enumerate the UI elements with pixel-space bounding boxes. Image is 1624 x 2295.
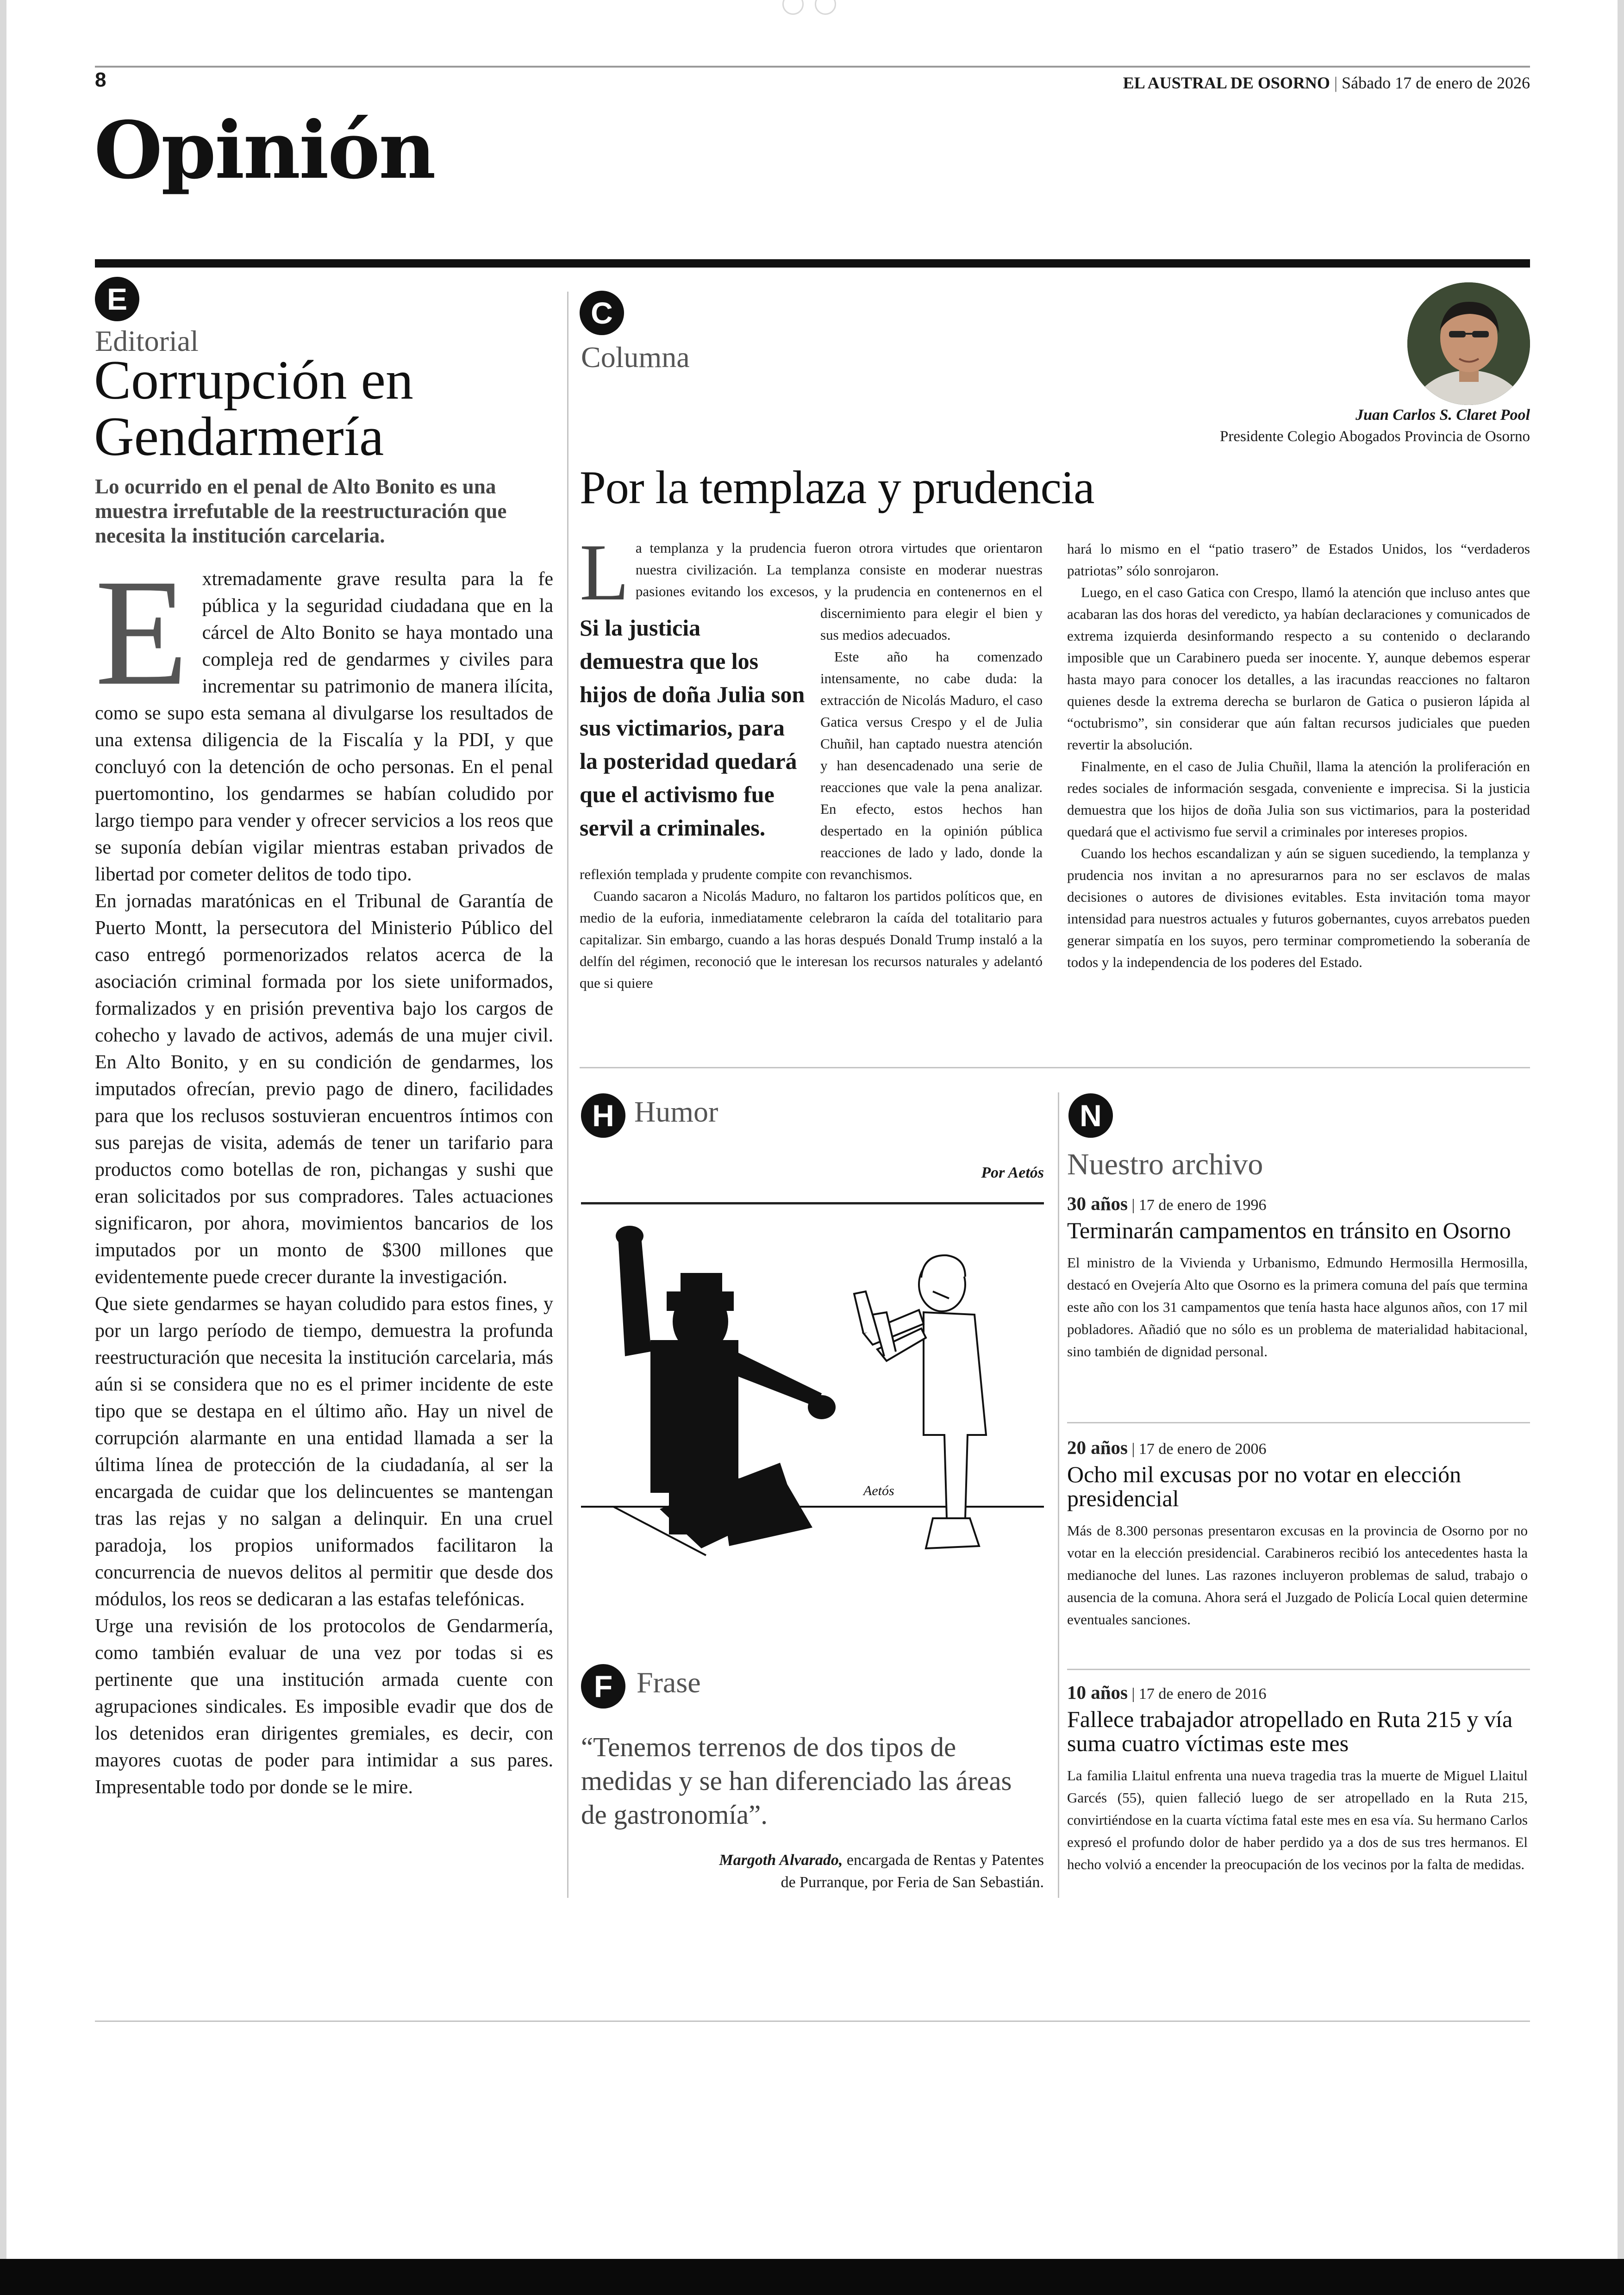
issue-date: Sábado 17 de enero de 2026 [1342,74,1530,92]
archive-item-1-title: Terminarán campamentos en tránsito en Osorno [1067,1217,1511,1243]
frase-label: Frase [637,1666,701,1699]
dateline-separator: | [1334,74,1342,92]
editorial-title-line2: Gendarmería [94,405,384,467]
column-badge: C [580,291,624,335]
column-title: Por la templaza y prudencia [580,461,1094,514]
cartoon-signature: Aetós [863,1483,894,1498]
archive-divider-1 [1067,1422,1530,1423]
editorial-lead: Lo ocurrido en el penal de Alto Bonito es una muestra irrefutable de la reestructuración que necesita la institución carcelaria. [95,475,507,547]
page-number: 8 [95,69,106,91]
archive-item-3 [1067,1681,1528,1876]
column-pull-quote: Si la justicia demuestra que los hijos de doña Julia son sus victimarios, para la posteridad quedará que el activismo fue servil a criminales. [580,615,805,841]
archive-item-2 [1067,1436,1528,1631]
section-thick-rule [95,259,1530,268]
newspaper-dateline [1123,73,1530,93]
column-paragraph-3: Cuando sacaron a Nicolás Maduro, no faltaron los partidos políticos que, en medio de la euforia, inmediatamente celebraron la caída del totalitario para capitalizar. Sin embargo, cuando a las horas después Donald Trump instaló a la delfín del régimen, reconoció que le interesan los recursos naturales y adelantó que si quiere [580,888,1043,991]
editorial-body [95,548,553,1801]
archive-item-3-title: Fallece trabajador atropellado en Ruta 215 y vía suma cuatro víctimas este mes [1067,1706,1513,1756]
editorial-title [94,349,557,467]
editorial-paragraph-1: xtremadamente grave resulta para la fe pública y la seguridad ciudadana que en la cárcel de Alto Bonito se haya montado una compleja red de gendarmes y civiles para incrementar su patrimonio de manera ilícita, como se supo esta semana al divulgarse los resultados de una extensa diligencia de la Fiscalía y la PDI, y que concluyó con la detención de ocho personas. En el penal puertomontino, los gendarmes se habían coludido por largo tiempo para vender y ofrecer servicios a los reos que se suponía debían vigilar mientras estaban privados de libertad por cometer delitos de todo tipo. [95,568,553,885]
frase-author-role: encargada de Rentas y Patentes [846,1852,1044,1869]
author-avatar [1407,282,1530,405]
column-paragraph-7: Cuando los hechos escandalizan y aún se siguen sucediendo, la templanza y prudencia nos invitan a no apresurarnos para no ser esclavos de malas decisiones o autores de divisiones evitables. Esta invitación toma mayor intensidad para nuestros actuales y futuros gobernantes, cuyos arrebatos pueden generar simpatía en los suyos, pero terminar comprometiendo la soberanía de todos y la independencia de los poderes del Estado. [1067,845,1530,970]
archive-item-3-date: | 17 de enero de 2016 [1131,1685,1267,1703]
archive-item-1 [1067,1192,1528,1363]
archive-item-2-body: Más de 8.300 personas presentaron excusas en la provincia de Osorno por no votar en la elección presidencial. Carabineros recibió los antecedentes hasta la medianoche del lunes. Las razones incluyeron problemas de salud, trabajo o ausencia de la comuna. Ahora será el Juzgado de Policía Local quien determine eventuales sanciones. [1067,1522,1528,1628]
editorial-title-line1: Corrupción en [94,349,413,411]
humor-label: Humor [634,1095,718,1128]
divider-humor-archive [1058,1092,1059,1898]
editorial-drop-cap: E [95,548,188,717]
editorial-paragraph-2: En jornadas maratónicas en el Tribunal de Garantía de Puerto Montt, la persecutora del Ministerio Público del caso entregó pormenorizados relatos acerca de la asociación criminal formada por los siete uniformados, formalizados y en prisión preventiva bajo los cargos de cohecho y lavado de activos, además de una mujer civil. En Alto Bonito, y en su condición de gendarmes, los imputados ofrecían, previo pago de dinero, facilidades para que los reclusos sostuvieran encuentros íntimos con sus parejas de visita, además de tener un tarifario para productos como botellas de ron, pichangas y sushi que eran solicitados por sus compradores. Tales actuaciones significaron, por ahora, movimientos bancarios de los imputados por un monto de $300 millones que evidentemente puede crecer durante la investigación. [95,891,553,1288]
bottom-bar [0,2259,1624,2295]
header-top-rule [95,66,1530,68]
archive-item-1-body: El ministro de la Vivienda y Urbanismo, Edmundo Hermosilla Hermosilla, destacó en Ovejería Alto que Osorno es la primera comuna del país que termina este año con los 31 campamentos que tenía hasta hace algunos años, con 17 mil pobladores. Añadió que no sólo es un problema de materialidad habitacional, sino también de dignidad personal. [1067,1254,1528,1360]
archive-item-2-header [1067,1436,1528,1459]
column-right-text [1067,538,1530,973]
divider-column-lower [580,1067,1530,1068]
archive-item-2-date: | 17 de enero de 2006 [1131,1441,1267,1458]
frase-attribution-line2: de Purranque, por Feria de San Sebastián. [781,1874,1044,1891]
archive-item-1-date: | 17 de enero de 1996 [1131,1197,1267,1214]
frase-attribution [586,1849,1044,1894]
humor-credit: Por Aetós [981,1164,1044,1181]
editorial-label: Editorial [95,324,199,357]
left-page-edge [0,0,6,2295]
bottom-rule [95,2021,1530,2022]
column-label: Columna [581,341,690,374]
column-drop-cap: L [580,527,629,617]
editorial-badge: E [95,277,139,321]
author-role: Presidente Colegio Abogados Provincia de Osorno [1220,428,1530,445]
editorial-paragraph-3: Que siete gendarmes se hayan coludido para estos fines, y por un largo período de tiempo, demuestra la profunda reestructuración que necesita la institución carcelaria, más aún si se considera que no es el primer incidente de este tipo que se destapa en el último año. Hay un nivel de corrupción alarmante en una entidad llamada a ser la última línea de protección de la ciudadanía, al ser la encargada de cuidar que los delincuentes se mantengan tras las rejas y no salgan a delinquir. En una cruel paradoja, los propios uniformados facilitaron la concurrencia de nuevos delitos al permitir que desde dos módulos, los reos se dedicaran a las estafas telefónicas. [95,1293,553,1610]
humor-cartoon [581,1222,1044,1592]
column-paragraph-2: Este año ha comenzado intensamente, no cabe duda: la extracción de Nicolás Maduro, el caso Gatica versus Crespo y el de Julia Chuñil, han captado nuestra atención y han desencadenado una serie de reacciones que vale la pena analizar. En efecto, estos hechos han despertado en la opinión pública reacciones de lado y lado, donde la reflexión templada y prudente compite con revanchismos. [580,649,1043,882]
right-page-edge [1618,0,1624,2295]
column-left-text [580,527,1043,994]
archive-item-3-header [1067,1681,1528,1703]
archive-item-2-title: Ocho mil excusas por no votar en elección presidencial [1067,1461,1462,1511]
cartoon-shadow-figure [616,1226,836,1548]
column-paragraph-4: hará lo mismo en el “patio trasero” de Estados Unidos, los “verdaderos patriotas” sólo sonrojaron. [1067,541,1530,579]
top-scroll-indicator [782,0,838,13]
archive-item-1-header [1067,1192,1528,1215]
divider-editorial [567,292,568,1898]
column-paragraph-6: Finalmente, en el caso de Julia Chuñil, llama la atención la proliferación en redes sociales de información sesgada, conveniente e imprecisa. Si la justicia demuestra que los hijos de doña Julia son sus victimarios, para la posteridad quedará que el activismo fue servil a criminales por intereses propios. [1067,758,1530,840]
archive-item-1-years: 30 años [1067,1193,1128,1214]
editorial-paragraph-4: Urge una revisión de los protocolos de Gendarmería, como también evaluar de una vez por todas si es pertinente que una institución armada cuente con agrupaciones sindicales. Es imposible evadir que dos de los detenidos eran dirigentes gremiales, es decir, con mayores cuotas de poder para intimidar a sus pares. Impresentable todo por donde se le mire. [95,1615,553,1798]
column-paragraph-5: Luego, en el caso Gatica con Crespo, llamó la atención que incluso antes que acabaran las dos horas del veredicto, ya habían declaraciones y comunicados de extrema izquierda desinformando respecto a su contenido o declarando imposible que un Carabinero pueda ser inocente. Y, aunque debemos esperar hasta mayo para conocer los detalles, a las iracundas reacciones no faltaron quienes desde la extrema derecha se burlaron de Gatica o pusieron lápida al “octubrismo”, sin considerar que aún faltan recursos judiciales que pueden revertir la absolución. [1067,584,1530,753]
humor-rule [581,1202,1044,1204]
archive-divider-2 [1067,1669,1530,1670]
archive-item-2-years: 20 años [1067,1437,1128,1458]
author-name: Juan Carlos S. Claret Pool [1355,406,1530,424]
archive-badge: N [1068,1093,1113,1138]
section-title: Opinión [94,104,435,197]
column-paragraph-1: a templanza y la prudencia fueron otrora virtudes que orientaron nuestra civilización. La templanza consiste en moderar nuestras pasiones evitando los excesos, y la prudencia en contenernos en el discernimiento para elegir el bien y sus medios adecuados. [635,540,1043,643]
frase-attribution-line1 [586,1849,1044,1871]
cartoon-man-drawing [854,1255,986,1548]
humor-badge: H [581,1093,625,1138]
frase-author: Margoth Alvarado, [719,1852,843,1869]
archive-label: Nuestro archivo [1067,1148,1263,1181]
newspaper-name: EL AUSTRAL DE OSORNO [1123,74,1330,92]
frase-quote: “Tenemos terrenos de dos tipos de medidas y se han diferenciado las áreas de gastronomía”. [581,1732,1012,1830]
frase-badge: F [581,1664,625,1709]
archive-item-3-body: La familia Llaitul enfrenta una nueva tragedia tras la muerte de Miguel Llaitul Garcés (55), quien falleció luego de ser atropellado en la Ruta 215, convirtiéndose en la cuarta víctima fatal este mes en esa vía. Su hermano Carlos expresó el profundo dolor de haber perdido ya a dos de sus tres hermanos. El hecho volvió a encender la preocupación de los vecinos por la falta de medidas. [1067,1767,1528,1872]
archive-item-3-years: 10 años [1067,1682,1128,1703]
